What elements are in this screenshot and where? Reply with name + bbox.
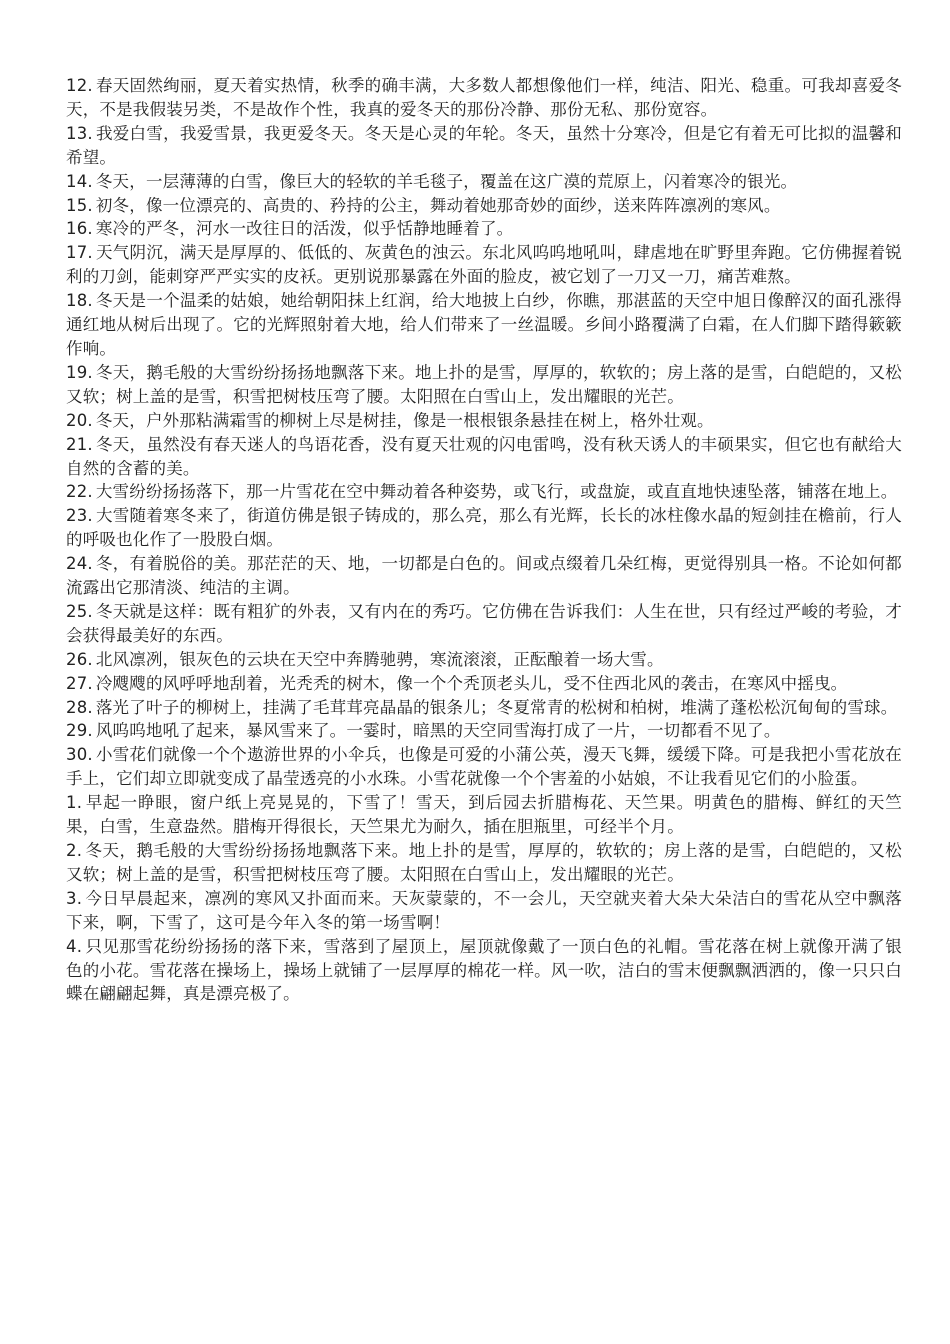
paragraph-number: 17. [66,243,93,263]
paragraph-number: 20. [66,410,93,430]
paragraph [66,552,902,600]
paragraph-text: 冬天，鹅毛般的大雪纷纷扬扬地飘落下来。地上扑的是雪，厚厚的，软软的；房上落的是雪，白皑皑的，又松又软；树上盖的是雪，积雪把树枝压弯了腰。太阳照在白雪山上，发出耀眼的光芒。 [66,362,902,406]
paragraph-text: 早起一睁眼，窗户纸上亮晃晃的，下雪了！雪天，到后园去折腊梅花、天竺果。明黄色的腊梅、鲜红的天竺果，白雪，生意盎然。腊梅开得很长，天竺果尤为耐久，插在胆瓶里，可经半个月。 [66,793,902,837]
paragraph-number: 28. [66,697,93,717]
paragraph-number: 19. [66,362,93,382]
paragraph [66,743,902,791]
paragraph-number: 13. [66,123,93,143]
paragraph-number: 25. [66,601,93,621]
paragraph [66,74,902,122]
paragraph-text: 冬天是一个温柔的姑娘，她给朝阳抹上红润，给大地披上白纱，你瞧，那湛蓝的天空中旭日像醉汉的面孔涨得通红地从树后出现了。它的光辉照射着大地，给人们带来了一丝温暖。乡间小路覆满了白霜，在人们脚下踏得簌簌作响。 [66,291,902,358]
paragraph-text: 今日早晨起来，凛冽的寒风又扑面而来。天灰蒙蒙的，不一会儿，天空就夹着大朵大朵洁白的雪花从空中飘落下来，啊，下雪了，这可是今年入冬的第一场雪啊！ [66,888,902,932]
paragraph-text: 小雪花们就像一个个遨游世界的小伞兵，也像是可爱的小蒲公英，漫天飞舞，缓缓下降。可是我把小雪花放在手上，它们却立即就变成了晶莹透亮的小水珠。小雪花就像一个个害羞的小姑娘，不让我看见它们的小脸蛋。 [66,745,902,789]
paragraph-text: 天气阴沉，满天是厚厚的、低低的、灰黄色的浊云。东北风呜呜地吼叫，肆虐地在旷野里奔跑。它仿佛握着锐利的刀剑，能刺穿严严实实的皮袄。更别说那暴露在外面的脸皮，被它划了一刀又一刀，痛苦难熬。 [66,243,902,287]
paragraph [66,361,902,409]
paragraph-number: 15. [66,195,93,215]
paragraph-number: 23. [66,506,93,526]
paragraph-text: 冬天，一层薄薄的白雪，像巨大的轻软的羊毛毯子，覆盖在这广漠的荒原上，闪着寒冷的银光。 [95,171,798,191]
paragraph [66,648,902,672]
paragraph-number: 12. [66,76,93,95]
paragraph-number: 16. [66,219,93,239]
paragraph [66,672,902,696]
paragraph [66,935,902,1007]
paragraph [66,887,902,935]
paragraph [66,122,902,170]
paragraph-text: 落光了叶子的柳树上，挂满了毛茸茸亮晶晶的银条儿；冬夏常青的松树和柏树，堆满了蓬松松沉甸甸的雪球。 [95,697,898,717]
paragraph-number: 18. [66,291,93,311]
paragraph [66,217,902,241]
paragraph-text: 冬，有着脱俗的美。那茫茫的天、地，一切都是白色的。间或点缀着几朵红梅，更觉得别具一格。不论如何都流露出它那清淡、纯洁的主调。 [66,554,902,598]
paragraph [66,839,902,887]
paragraph-number: 21. [66,434,93,454]
paragraph-number: 4. [66,936,83,956]
paragraph [66,719,902,743]
paragraph [66,696,902,720]
paragraph-text: 只见那雪花纷纷扬扬的落下来，雪落到了屋顶上，屋顶就像戴了一顶白色的礼帽。雪花落在树上就像开满了银色的小花。雪花落在操场上，操场上就铺了一层厚厚的棉花一样。风一吹，洁白的雪末便飘飘洒洒的，像一只只白蝶在翩翩起舞，真是漂亮极了。 [66,936,902,1004]
paragraph [66,433,902,481]
paragraph-number: 2. [66,841,83,860]
paragraph [66,504,902,552]
paragraph-text: 冬天就是这样：既有粗犷的外表，又有内在的秀巧。它仿佛在告诉我们：人生在世，只有经过严峻的考验，才会获得最美好的东西。 [66,601,902,645]
paragraph-text: 大雪纷纷扬扬落下，那一片雪花在空中舞动着各种姿势，或飞行，或盘旋，或直直地快速坠落，铺落在地上。 [95,482,898,502]
paragraph-text: 风呜呜地吼了起来，暴风雪来了。一霎时，暗黑的天空同雪海打成了一片，一切都看不见了。 [95,721,781,741]
paragraph-text: 冬天，鹅毛般的大雪纷纷扬扬地飘落下来。地上扑的是雪，厚厚的，软软的；房上落的是雪，白皑皑的，又松又软；树上盖的是雪，积雪把树枝压弯了腰。太阳照在白雪山上，发出耀眼的光芒。 [66,841,902,884]
paragraph-text: 冬天，虽然没有春天迷人的鸟语花香，没有夏天壮观的闪电雷鸣，没有秋天诱人的丰硕果实，但它也有献给大自然的含蓄的美。 [66,434,902,478]
paragraph-text: 寒冷的严冬，河水一改往日的活泼，似乎恬静地睡着了。 [95,219,514,239]
paragraph-number: 22. [66,482,93,502]
paragraph-text: 冷飕飕的风呼呼地刮着，光秃秃的树木，像一个个秃顶老头儿，受不住西北风的袭击，在寒风中摇曳。 [95,673,848,693]
paragraph-number: 3. [66,888,83,908]
paragraph-number: 26. [66,649,93,669]
paragraph [66,600,902,648]
paragraph [66,289,902,361]
paragraph [66,480,902,504]
paragraph-number: 24. [66,554,93,574]
document-body [66,74,902,1006]
paragraph-text: 我爱白雪，我爱雪景，我更爱冬天。冬天是心灵的年轮。冬天，虽然十分寒冷，但是它有着无可比拟的温馨和希望。 [66,123,902,167]
paragraph-number: 30. [66,745,93,765]
paragraph-number: 29. [66,721,93,741]
paragraph-number: 1. [66,793,83,813]
paragraph-number: 14. [66,171,93,191]
paragraph-text: 春天固然绚丽，夏天着实热情，秋季的确丰满，大多数人都想像他们一样，纯洁、阳光、稳重。可我却喜爱冬天，不是我假装另类，不是故作个性，我真的爱冬天的那份冷静、那份无私、那份宽容。 [66,76,902,119]
paragraph-text: 冬天，户外那粘满霜雪的柳树上尽是树挂，像是一根根银条悬挂在树上，格外壮观。 [95,410,714,430]
paragraph [66,194,902,218]
paragraph-number: 27. [66,673,93,693]
paragraph [66,791,902,839]
paragraph-text: 北风凛冽，银灰色的云块在天空中奔腾驰骋，寒流滚滚，正酝酿着一场大雪。 [95,649,664,669]
paragraph [66,241,902,289]
paragraph-text: 初冬，像一位漂亮的、高贵的、矜持的公主，舞动着她那奇妙的面纱，送来阵阵凛冽的寒风。 [95,195,781,215]
paragraph-text: 大雪随着寒冬来了，街道仿佛是银子铸成的，那么亮，那么有光辉，长长的冰柱像水晶的短剑挂在檐前，行人的呼吸也化作了一股股白烟。 [66,506,902,550]
paragraph [66,409,902,433]
paragraph [66,170,902,194]
